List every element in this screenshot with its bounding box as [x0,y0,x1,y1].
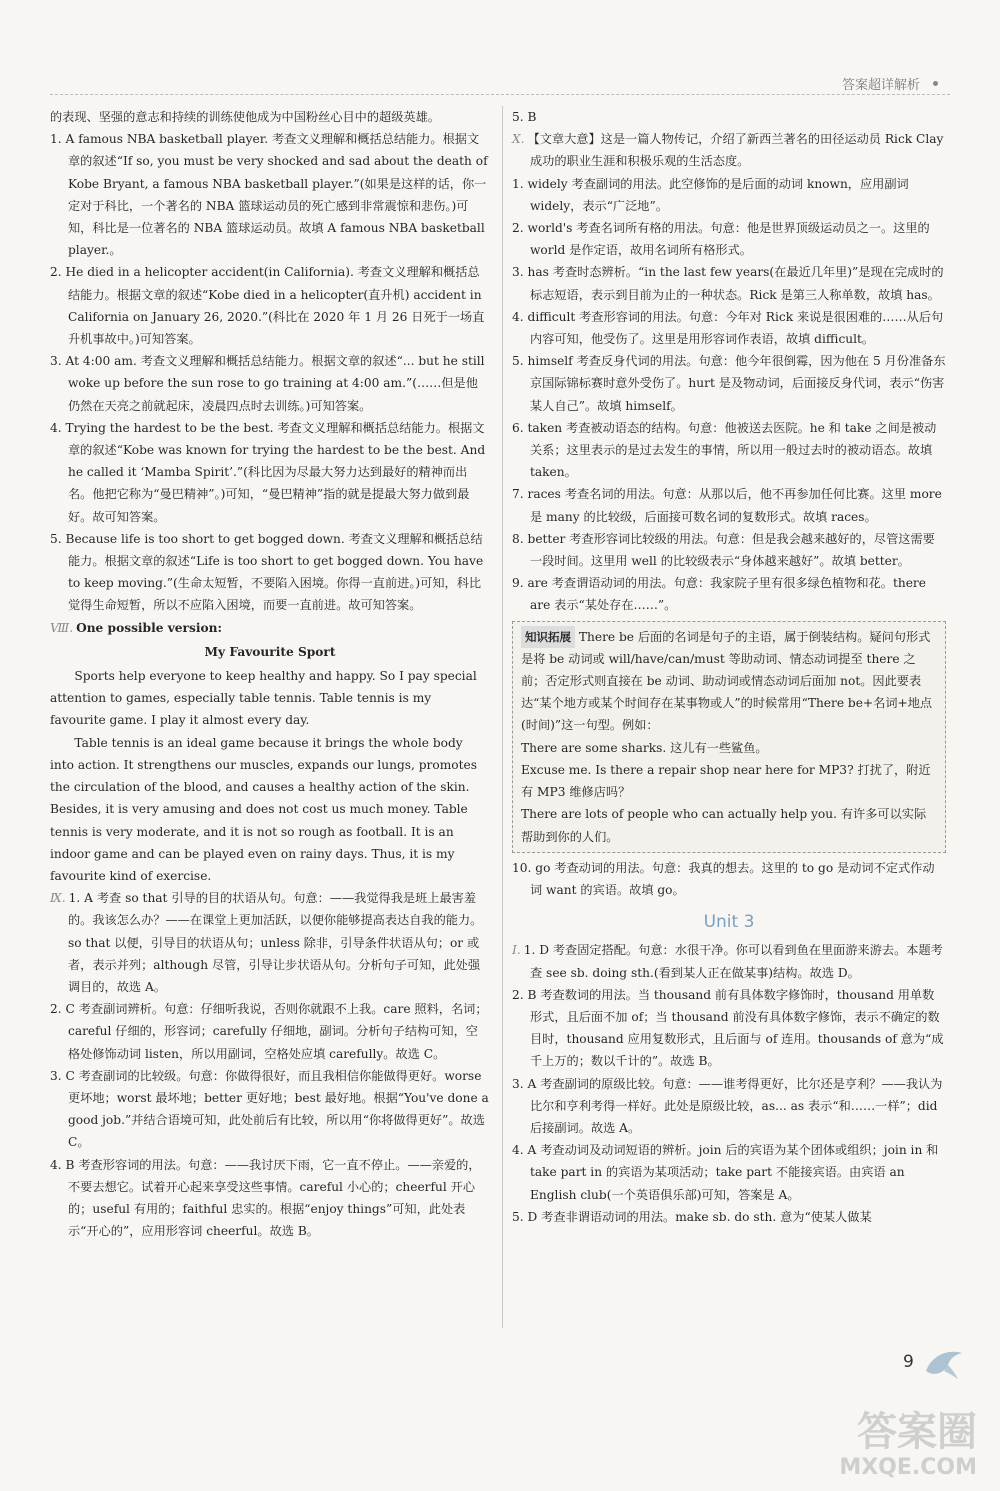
answer-item: 1. widely 考查副词的用法。此空修饰的是后面的动词 known，应用副词 widely，表示“广泛地”。 [512,176,909,213]
page-header [50,72,950,95]
header-title: 答案超详解析 [841,78,920,93]
left-column [50,106,490,1242]
answer-item: 4. B 考查形容词的用法。句意：——我讨厌下雨，它一直不停止。——亲爱的，不要去想它。试着开心起来享受这些事情。careful 小心的；cheerful 开心的；useful 有用的；faithful 忠实的。根据“enjoy things”可知，此处表示“开心的”，应用形容词 cheerful。故选 B。 [50,1157,481,1239]
answer-item: 3. has 考查时态辨析。“in the last few years(在最近几年里)”是现在完成时的标志短语，表示到目前为止的一种状态。Rick 是第三人称单数，故填 has。 [512,265,944,302]
answer-item: 7. races 考查名词的用法。句意：从那以后，他不再参加任何比赛。这里 more 是 many 的比较级，后面接可数名词的复数形式。故填 races。 [512,487,942,524]
dolphin-icon [922,1345,966,1381]
answer-item: 6. taken 考查被动语态的结构。句意：他被送去医院。he 和 take 之间是被动关系；这里表示的是过去发生的事情，所以用一般过去时的被动语态。故填 taken。 [512,420,937,480]
essay-paragraph: Table tennis is an ideal game because it brings the whole body into action. It strengthens our muscles, expands our lungs, promotes the circulation of the blood, and causes a healthy action of the skin. Besides, it is very amusing and does not cost us much money. Table tennis is very moderate, and it is not so rough as football. It is an indoor game and can be played even on rainy days. Thus, it is my favourite kind of exercise. [50,735,477,883]
answer-item: Ⅸ. 1. A 考查 so that 引导的目的状语从句。句意：——我觉得我是班上最害羞的。我该怎么办？——在课堂上更加活跃，以便你能够提高表达自我的能力。so that 以便，引导目的状语从句；unless 除非，引导条件状语从句；or 或者，表示并列；although 尽管，引导让步状语从句。分析句子可知，此处强调目的，故选 A。 [50,891,483,994]
note-line: Excuse me. Is there a repair shop near here for MP3? 打扰了，附近有 MP3 维修店吗？ [521,762,931,800]
answer-item: 3. A 考查副词的原级比较。句意：——谁考得更好，比尔还是亨利？——我认为比尔和亨利考得一样好。此处是原级比较，as... as 表示“和……一样”；did 后接副词。故选 A。 [512,1076,943,1135]
essay-paragraph: Sports help everyone to keep healthy and happy. So I pay special attention to games, especially table tennis. Table tennis is my favourite game. I play it almost every day. [50,669,477,728]
watermark [812,1400,987,1486]
unit-heading: Unit 3 [703,912,755,933]
answer-item: Ⅰ. 1. D 考查固定搭配。句意：水很干净。你可以看到鱼在里面游来游去。本题考查 see sb. doing sth.(看到某人正在做某事)结构。故选 D。 [512,943,943,980]
section-viii-label: Ⅷ. One possible version: [50,620,222,635]
watermark-text: 答案圈 [857,1409,977,1455]
answer-item: 10. go 考查动词的用法。句意：我真的想去。这里的 to go 是动词不定式作动词 want 的宾语。故填 go。 [512,860,935,897]
answer-item: 5. Because life is too short to get bogged down. 考查文义理解和概括总结能力。根据文章的叙述“Life is too short to get bogged down. You have to keep moving.”(生命太短暂，不要陷入困境。你得一直前进。)可知，科比觉得生命短暂，所以不应陷入困境，而要一直前进。故可知答案。 [50,531,484,613]
answer-item: 3. C 考查副词的比较级。句意：你做得很好，而且我相信你能做得更好。worse 更坏地；worst 最坏地；better 更好地；best 最好地。根据“You've done a good job.”并结合语境可知，此处前后有比较，所以用“你将做得更好”。故选 C。 [50,1068,489,1150]
knowledge-note [512,621,946,853]
answer-item: 2. He died in a helicopter accident(in California). 考查文义理解和概括总结能力。根据文章的叙述“Kobe died in a helicopter(直升机) accident in California on January 26, 2020.”(科比在 2020 年 1 月 26 日死于一场直升机事故中。)可知答案。 [50,265,485,347]
answer-item: 8. better 考查形容词比较级的用法。句意：但是我会越来越好的，尽管这需要一段时间。这里用 well 的比较级表示“身体越来越好”。故填 better。 [512,531,935,569]
essay-title: My Favourite Sport [204,644,336,659]
answer-item: 5. B [512,110,537,124]
right-column [512,106,946,1228]
note-line: 知识拓展 There be 后面的名词是句子的主语，属于倒装结构。疑问句形式是将 be 动词或 will/have/can/must 等助动词、情态动词提至 there 之前；否定形式则直接在 be 动词、助动词或情态动词后面加 not。因此要表达“某个地方或某个时间存在某事物或人”的时候常用“There be+名词+地点(时间)”这一句型。例如： [521,626,937,737]
article-summary: Ⅹ. 【文章大意】这是一篇人物传记，介绍了新西兰著名的田径运动员 Rick Clay 成功的职业生涯和积极乐观的生活态度。 [512,132,944,169]
answer-item: 2. C 考查副词辨析。句意：仔细听我说，否则你就跟不上我。care 照料，名词；careful 仔细的，形容词；carefully 仔细地，副词。分析句子结构可知，空格处修饰动词 listen，所以用副词，空格处应填 carefully。故选 C。 [50,1002,488,1061]
note-label: 知识拓展 [521,626,575,648]
answer-item: 2. world's 考查名词所有格的用法。句意：他是世界顶级运动员之一。这里的 world 是作定语，故用名词所有格形式。 [512,221,930,258]
note-line: There are lots of people who can actually help you. 有许多可以实际帮助到你的人们。 [521,807,927,844]
answer-item: 1. A famous NBA basketball player. 考查文义理解和概括总结能力。根据文章的叙述“If so, you must be very shocked and sad about the death of Kobe Bryant, a famous NBA basketball player.”(如果是这样的话，你一定对于科比，一个著名的 NBA 篮球运动员的死亡感到非常震惊和悲伤。)可知，科比是一位著名的 NBA 篮球运动员。故填 A famous NBA basketball player.。 [50,132,488,258]
intro-text: 的表现、坚强的意志和持续的训练使他成为中国粉丝心目中的超级英雄。 [50,110,440,124]
page-number: 9 [903,1352,914,1372]
column-divider [502,106,503,1328]
answer-item: 2. B 考查数词的用法。当 thousand 前有具体数字修饰时，thousand 用单数形式，且后面不加 of；当 thousand 前没有具体数字修饰，表示不确定的数目时，thousand 应用复数形式，且后面与 of 连用。thousands of 意为“成千上万的；数以千计的”。故选 B。 [512,987,944,1069]
answer-item: 5. himself 考查反身代词的用法。句意：他今年很倒霉，因为他在 5 月份准备东京国际锦标赛时意外受伤了。hurt 是及物动词，后面接反身代词，表示“伤害某人自己”。故填 himself。 [512,354,946,413]
answer-item: 4. A 考查动词及动词短语的辨析。join 后的宾语为某个团体或组织；join in 和 take part in 的宾语为某项活动；take part 不能接宾语。由宾语 an English club(一个英语俱乐部)可知，答案是 A。 [512,1143,939,1202]
watermark-url: MXQE.COM [839,1455,977,1480]
answer-item: 4. Trying the hardest to be the best. 考查文义理解和概括总结能力。根据文章的叙述“Kobe was known for trying the hardest to be the best. And he called it ‘Mamba Spirit’.”(科比因为尽最大努力达到最好的精神而出名。他把它称为“曼巴精神”。)可知，“曼巴精神”指的就是提最大努力做到最好。故可知答案。 [50,420,486,524]
header-dot-icon [933,81,938,86]
answer-item: 4. difficult 考查形容词的用法。句意：今年对 Rick 来说是很困难的……从后句内容可知，他受伤了。这里是用形容词作表语，故填 difficult。 [512,309,944,347]
answer-item: 3. At 4:00 am. 考查文义理解和概括总结能力。根据文章的叙述“... but he still woke up before the sun rose to go training at 4:00 am.”(……但是他仍然在天亮之前就起床，凌晨四点时去训练。)可知答案。 [50,354,485,413]
answer-item: 5. D 考查非谓语动词的用法。make sb. do sth. 意为“使某人做某 [512,1209,872,1224]
answer-item: 9. are 考查谓语动词的用法。句意：我家院子里有很多绿色植物和花。there are 表示“某处存在……”。 [512,576,926,613]
note-line: There are some sharks. 这儿有一些鲨鱼。 [521,740,768,755]
